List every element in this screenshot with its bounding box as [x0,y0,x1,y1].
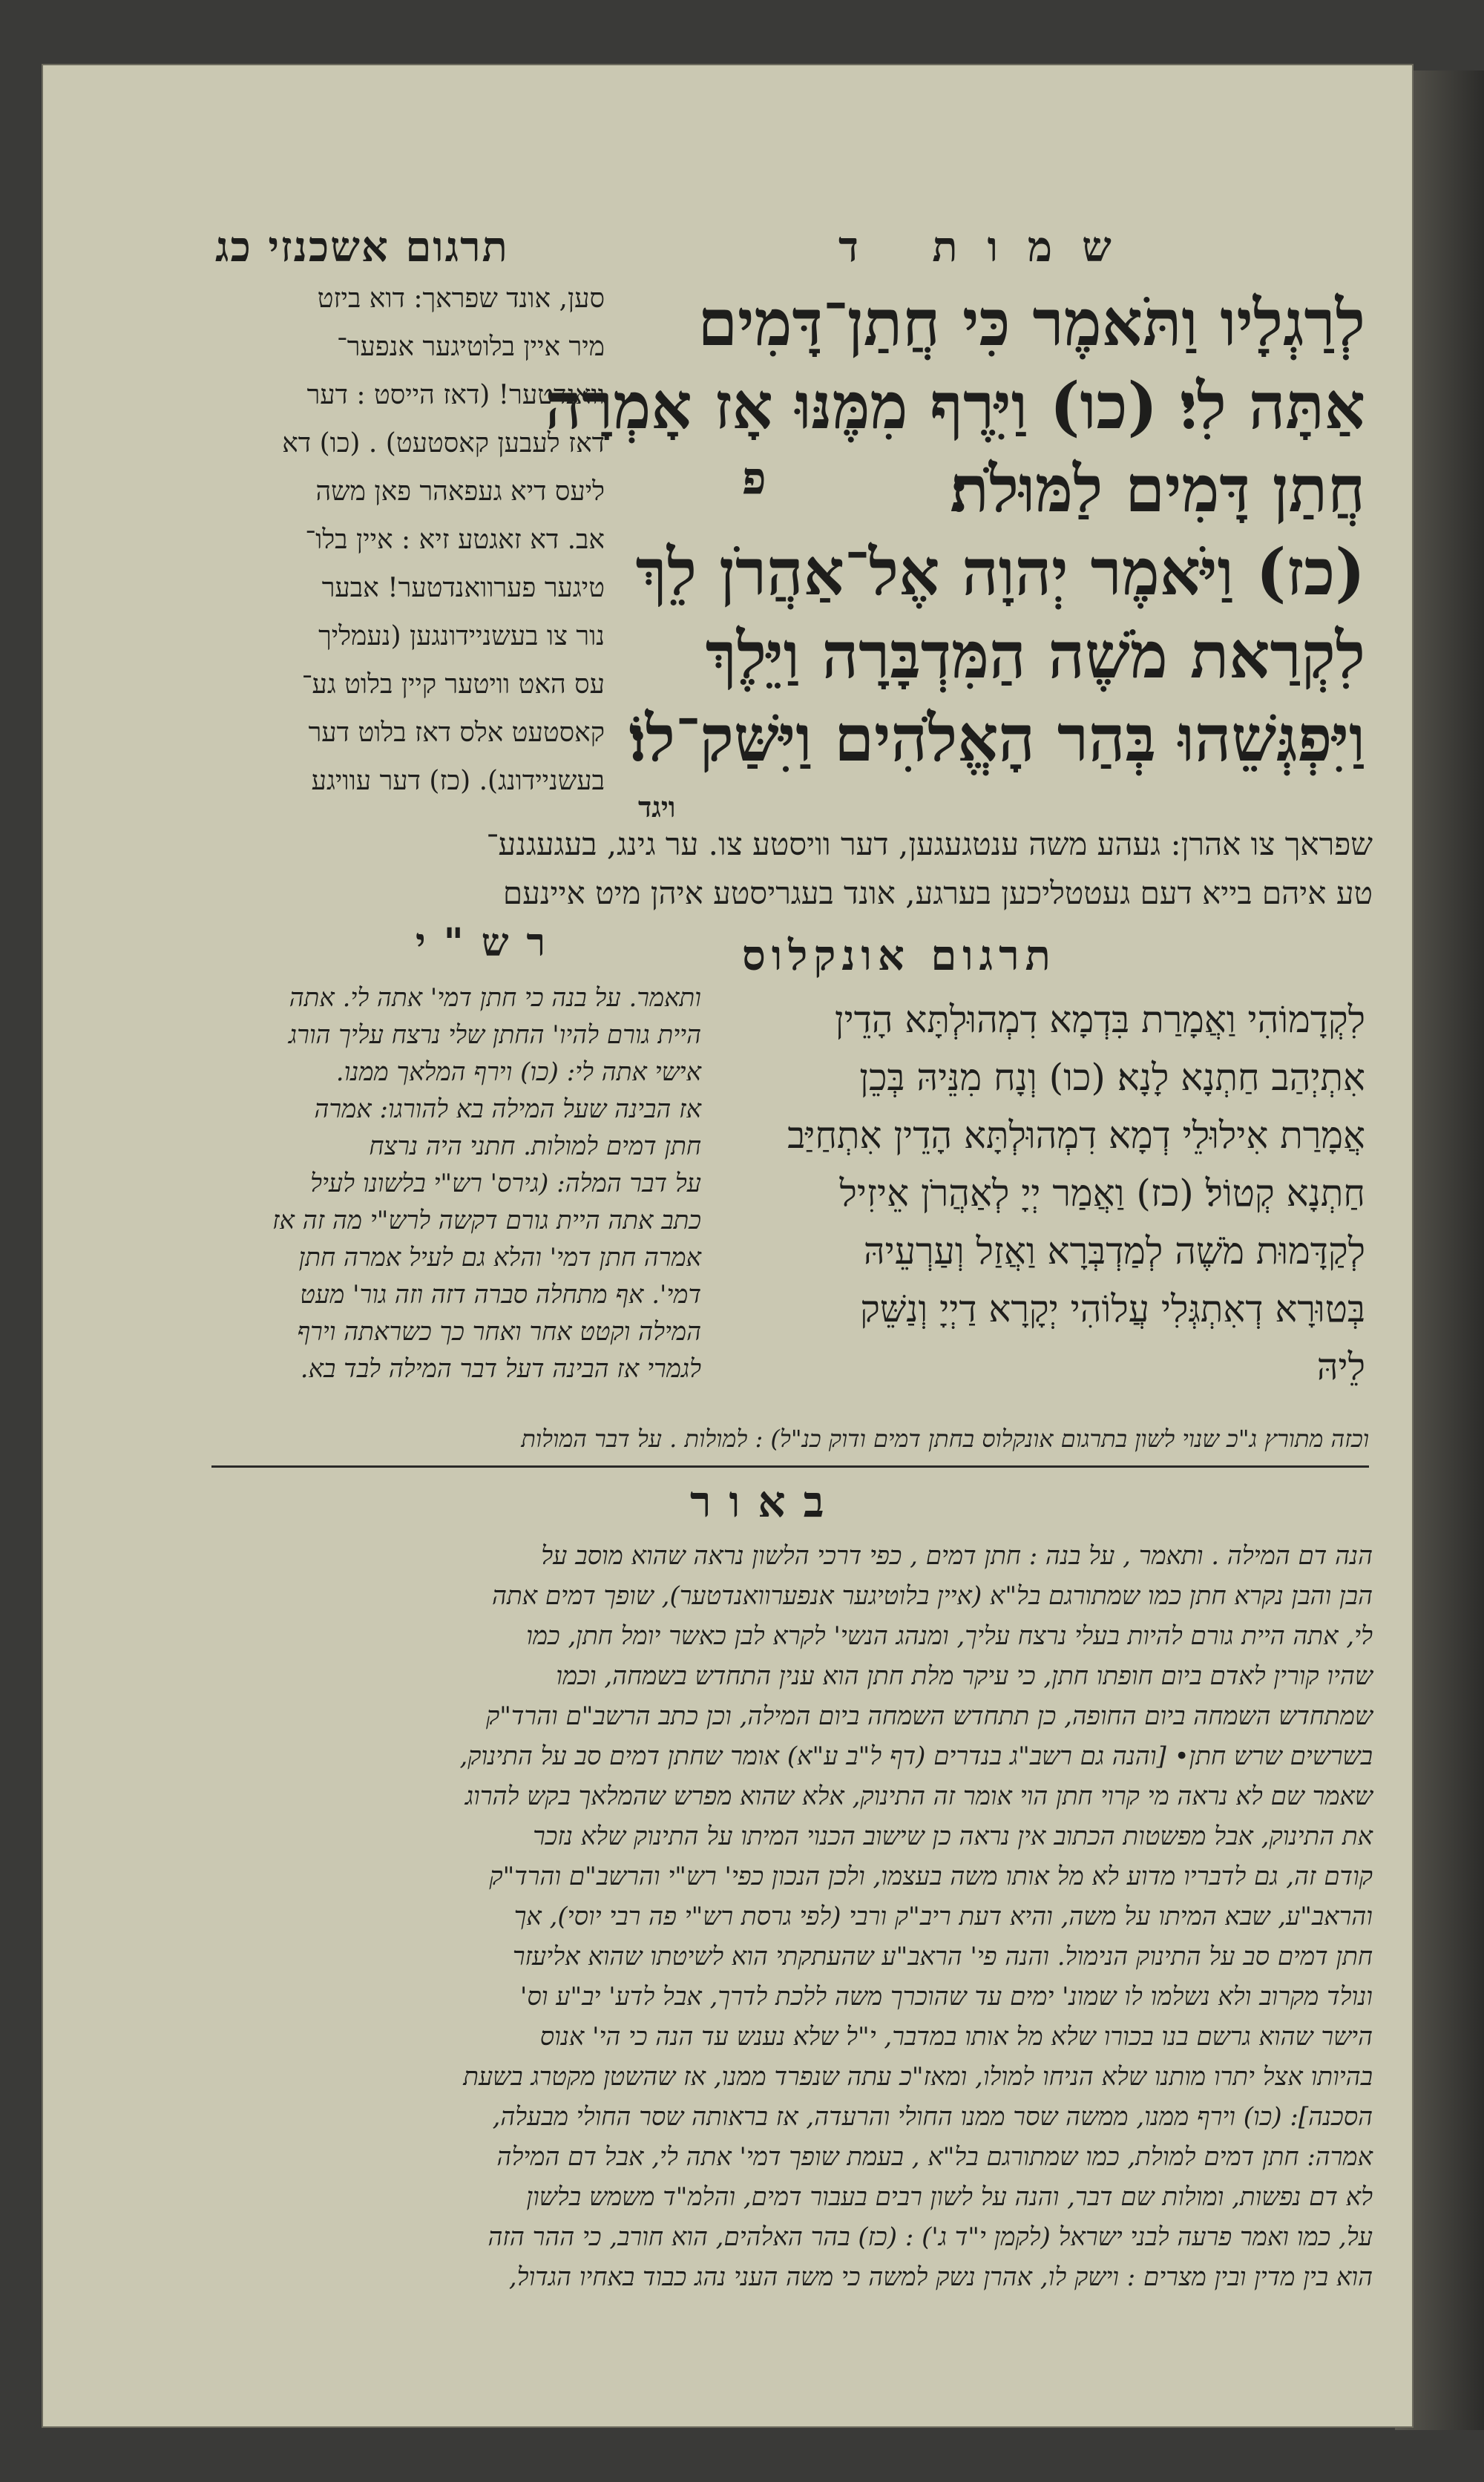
biur-line: שאמר שם לא נראה מי קרוי חתן הוי אומר זה התינוק, אלא שהוא מפרש שהמלאך בקש להרוג [464,1782,1373,1811]
biur-line: בשרשים שרש חתן• [והנה גם רשב"ג בנדרים (דף ל"ב ע"א) אומר שחתן דמים סב על התינוק, [459,1741,1373,1771]
rashi-line: המילה וקטט אחר ואחר כך כשראתה וירף [297,1317,701,1347]
biur-title: באור [690,1477,842,1527]
continuation-line: שפראך צו אהרן: געהע משה ענטגעגען, דער וויסטע צו. ער גינג, בעגעגנע־ [486,826,1373,862]
onkelos-title: תרגום אונקלוס [742,931,1057,980]
ashkenazi-translation [211,275,605,805]
catchword: ויגד [638,790,676,824]
onkelos-line: לִקְדָמוֹהִי וַאֲמָרַת בִּדְמָא דִמְהוּלְתָּא הָדֵין [834,998,1365,1041]
rashi-line: על דבר המלה: (גירס' רש"י בלשונו לעיל [310,1169,701,1198]
biur-line: שמתחדש השמחה ביום החופה, כן תתחדש השמחה ביום המילה, וכן כתב הרשב"ם והרד"ק [486,1701,1373,1731]
onkelos-line: חַתְנָא קְטוֹל׃ (כז) וַאֲמַר יְיָ לְאַהֲרֹן אֵיזִיל [839,1172,1365,1215]
biur-line: לי, אתה היית גורם להיות בעלי נרצח עליך, ומנהג הנשי' לקרא לבן כאשר יומל חתן, כמו [526,1621,1373,1651]
continuation-line: טע איהם בייא דעם געטטליכען בערגע, אונד בעגריסטע איהן מיט איינעם [502,875,1373,911]
ashkenazi-line: בעשניידונג). (כז) דער עוויגע [311,766,605,796]
ashkenazi-line: עס האט וויטער קיין בלוט גע־ [301,669,605,700]
torah-line: חֲתַן דָּמִים לַמּוּלֹת׃ [950,452,1365,527]
biur-line: הבן והבן נקרא חתן כמו שמתורגם בל"א (איין בלוטיגער אנפערוואנדטער), שופך דמים אתה [492,1581,1373,1611]
rashi-line: ותאמר. על בנה כי חתן דמי' אתה לי. אתה [289,983,701,1013]
biur-line: הסכנה]: (כו) וירף ממנו, ממשה שסר ממנו החולי והרעדה, אז בראותה שסר החולי מבעלה, [492,2102,1373,2132]
biur-line: הוא בין מדין ובין מצרים : וישק לו, אהרן נשק למשה כי משה העני נהג כבוד באחיו הגדול, [508,2262,1373,2292]
biur-line: והראב"ע, שבא המיתו על משה, והיא דעת ריב"ק ורבי (לפי גרסת רש"י פה רבי יוסי), אך [513,1902,1373,1931]
biur-line: על, כמו ואמר פרעה לבני ישראל (לקמן י"ד ג') : (כז) בהר האלהים, הוא חורב, כי ההר הזה [487,2222,1373,2252]
rashi-line: אז הבינה שעל המילה בא להורגו: אמרה [314,1094,701,1124]
rashi-line: דמי'. אף מתחלה סברה דזה וזה גור' מעט [300,1280,701,1310]
biur-line: לא דם נפשות, ומולות שם דבר, והנה על לשון רבים בעבור דמים, והלמ"ד משמש בלשון [526,2182,1373,2212]
biur-line: הנה דם המילה . ותאמר , על בנה : חתן דמים , כפי דרכי הלשון נראה שהוא מוסב על [541,1541,1373,1571]
ashkenazi-line: ליעס דיא געפאהר פאן משה [315,476,605,507]
biur-line: אמרה: חתן דמים למולת, כמו שמתורגם בל"א , בעמת שופך דמי' אתה לי, אבל דם המילה [496,2142,1373,2172]
rashi-line: לגמרי אז הבינה דעל דבר המילה לבד בא. [300,1354,701,1384]
parasha-pe-mark: פ [742,453,766,505]
rashi-line: חתן דמים למולות. חתני היה נרצח [369,1132,701,1161]
ashkenazi-continuation [208,820,1373,918]
ashkenazi-line: קאסטעט אלס דאז בלוט דער [308,718,605,748]
torah-line: אַתָּה לִי׃ (כו) וַיִּרֶף מִמֶּנּוּ אָז אָמְרָה [545,369,1365,444]
rashi-line: כתב אתה היית גורם דקשה לרש"י מה זה אז [272,1206,701,1235]
ashkenazi-line: מיר איין בלוטיגער אנפער־ [337,332,605,362]
rashi-title: רש"י [416,920,564,965]
biur-line: הישר שהוא גרשם בנו בכורו שלא מל אותו במדבר, י"ל שלא נענש עד הנה כי הי' אנוס [539,2022,1373,2052]
rashi-text [211,979,701,1388]
ashkenazi-line: טיגער פערוואנדטער! אבער [321,573,605,603]
torah-text [545,282,1365,781]
biur-line: ונולד מקרוב ולא נשלמו לו שמונ' ימים עד שהוכרך משה ללכת לדרך, אבל לדע' יב"ע וס' [520,1982,1373,2012]
torah-line: וַיִּפְגְּשֵׁהוּ בְּהַר הָאֱלֹהִים וַיִּשַּׁק־לוֹ׃ [628,701,1365,776]
onkelos-text [712,991,1365,1396]
ashkenazi-line: דאז לעבען קאסטעט) . (כו) דא [282,428,605,459]
rashi-footnote: וכזה מתורץ ג"כ שנוי לשון בתרגום אונקלוס בחתן דמים ודוק כנ"ל) : למולות . על דבר המולות [521,1425,1369,1453]
biur-line: בהיותו אצל יתרו מותנו שלא הניחו למולו, ומאז"כ עתה שנפרד ממנו, אז שהשטן מקטרג בשעת [463,2062,1373,2092]
page-header-translation: תרגום אשכנזי כג [215,223,509,272]
ashkenazi-line: אב. דא זאגטע זיא : איין בלו־ [305,525,605,555]
torah-line: לִקְרַאת מֹשֶׁה הַמִּדְבָּרָה וַיֵּלֶךְ [705,618,1365,693]
biur-line: שהיו קורין לאדם ביום חופתו חתן, כי עיקר מלת חתן הוא ענין התחדש בשמחה, וכמו [556,1661,1373,1691]
biur-line: חתן דמים סב על התינוק הנימול. והנה פי' הראב"ע שהעתקתי הוא לשיטתו שהוא אליעזר [512,1942,1373,1972]
torah-line: (כז) וַיֹּאמֶר יְהוָה אֶל־אַהֲרֹן לֵךְ [635,535,1365,610]
onkelos-line: לְקַדָּמוּת מֹשֶׁה לְמַדְבְּרָא וַאֲזַל וְעַרְעֵיהּ [863,1229,1365,1273]
rashi-line: אישי אתה לי: (כו) וירף המלאך ממנו. [335,1057,701,1087]
ashkenazi-line: סען, אונד שפראך: דוא ביזט [317,283,605,314]
onkelos-line: אֲמָרַת אִילוּלֵי דְמָא דִמְהוּלְתָּא הָדֵין אִתְחַיַּב [787,1114,1365,1157]
section-divider [211,1465,1369,1468]
onkelos-line: אִתְיְהַב חַתְנָא לָנָא׃ (כו) וְנָח מִנֵּיהּ בְּכֵן [859,1056,1365,1099]
biur-text [193,1536,1373,2297]
page-header-book: שמות ד [838,223,1141,272]
onkelos-line: בְּטוּרָא דְאִתְגְּלִי עֲלוֹהִי יְקָרָא דַיְיָ וְנַשֵּׁק [860,1287,1365,1330]
biur-line: קודם זה, גם לדבריו מדוע לא מל אותו משה בעצמו, ולכן הנכון כפי' רש"י והרשב"ם והרד"ק [489,1862,1373,1891]
torah-line: לְרַגְלָיו וַתֹּאמֶר כִּי חֲתַן־דָּמִים [697,286,1365,361]
ashkenazi-line: וואנדטער! (דאז הייסט : דער [306,380,605,410]
biur-line: את התינוק, אבל מפשטות הכתוב אין נראה כן שישוב הכנוי המיתו על התינוק שלא נזכר [533,1822,1373,1851]
rashi-line: היית גורם להיו' החתן שלי נרצח עליך הורג [288,1020,701,1050]
rashi-line: אמרה חתן דמי' והלא גם לעיל אמרה חתן [298,1243,701,1273]
onkelos-line: לֵיהּ [1316,1345,1365,1388]
ashkenazi-line: נור צו בעשניידונגען (נעמליך [318,621,605,651]
